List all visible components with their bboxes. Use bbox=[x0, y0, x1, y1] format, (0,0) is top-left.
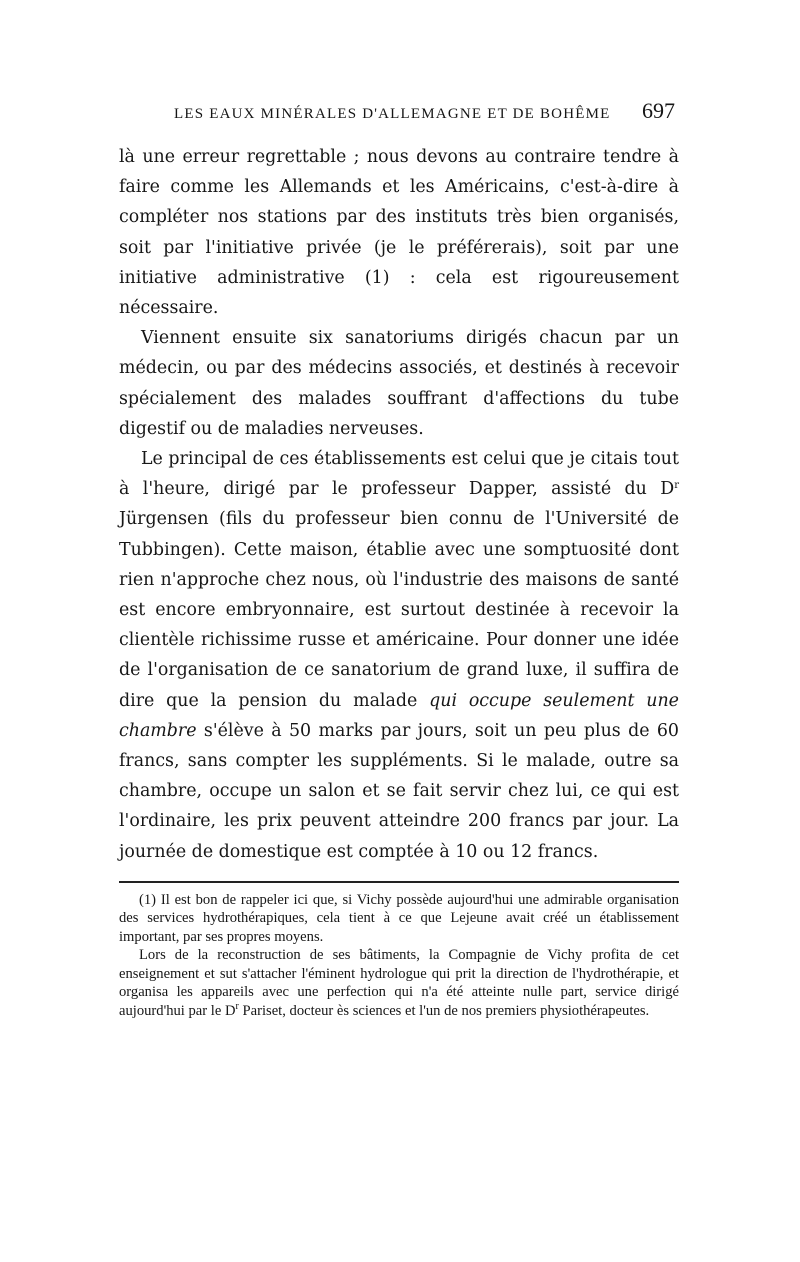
footnote-part-a: Lors de la reconstruction de ses bâtiments, la Compagnie de Vichy profita de cet enseignement et sut s'attacher l'éminent hydrologue qui prit la direction de l'hydrothérapie, et organisa les appareils avec une perfection qui n'a été atteinte nulle part, service dirigé aujourd'hui par le D bbox=[119, 947, 679, 1019]
paragraph-3-part-a: Le principal de ces établissements est celui que je citais tout à l'heure, dirigé par le professeur Dapper, assisté du D bbox=[119, 449, 679, 500]
main-text bbox=[119, 142, 679, 867]
footnote-doctor-superscript: r bbox=[235, 1000, 239, 1012]
paragraph-3-italic: qui occupe seulement une chambre bbox=[119, 690, 679, 741]
paragraph-3-part-c: s'élève à 50 marks par jours, soit un peu plus de 60 francs, sans compter les suppléments. Si le malade, outre sa chambre, occupe un salon et se fait servir chez lui, ce qui est l'ordinaire, les prix peuvent atteindre 200 francs par jour. La journée de domestique est comptée à 10 ou 12 francs. bbox=[119, 720, 679, 862]
running-header bbox=[119, 98, 679, 142]
running-title: LES EAUX MINÉRALES D'ALLEMAGNE ET DE BOHÊME bbox=[174, 106, 611, 122]
page-number: 697 bbox=[642, 98, 675, 123]
footnote-part-b: Pariset, docteur ès sciences et l'un de nos premiers physiothérapeutes. bbox=[238, 1002, 650, 1019]
book-page bbox=[119, 98, 679, 1020]
footnote-1: (1) Il est bon de rappeler ici que, si Vichy possède aujourd'hui une admirable organisation des services hydrothérapiques, cela tient à ce que Lejeune avait créé un établissement important, par ses propres moyens. bbox=[119, 891, 679, 945]
paragraph-2: Viennent ensuite six sanatoriums dirigés chacun par un médecin, ou par des médecins associés, et destinés à recevoir spécialement des malades souffrant d'affections du tube digestif ou de maladies nerveuses. bbox=[119, 328, 679, 439]
footnote-1-continued bbox=[119, 946, 679, 1020]
footnote-rule bbox=[119, 881, 679, 883]
paragraph-3 bbox=[119, 444, 679, 867]
paragraph-3-part-b: Jürgensen (fils du professeur bien connu de l'Université de Tubbingen). Cette maison, établie avec une somptuosité dont rien n'approche chez nous, où l'industrie des maisons de santé est encore embryonnaire, est surtout destinée à recevoir la clientèle richissime russe et américaine. Pour donner une idée de l'organisation de ce sanatorium de grand luxe, il suffira de dire que la pension du malade bbox=[119, 509, 679, 711]
footnotes bbox=[119, 891, 679, 1021]
doctor-abbrev-superscript: r bbox=[674, 480, 679, 492]
paragraph-1: là une erreur regrettable ; nous devons au contraire tendre à faire comme les Allemands et les Américains, c'est-à-dire à compléter nos stations par des instituts très bien organisés, soit par l'initiative privée (je le préférerais), soit par une initiative administrative (1) : cela est rigoureusement nécessaire. bbox=[119, 147, 679, 319]
